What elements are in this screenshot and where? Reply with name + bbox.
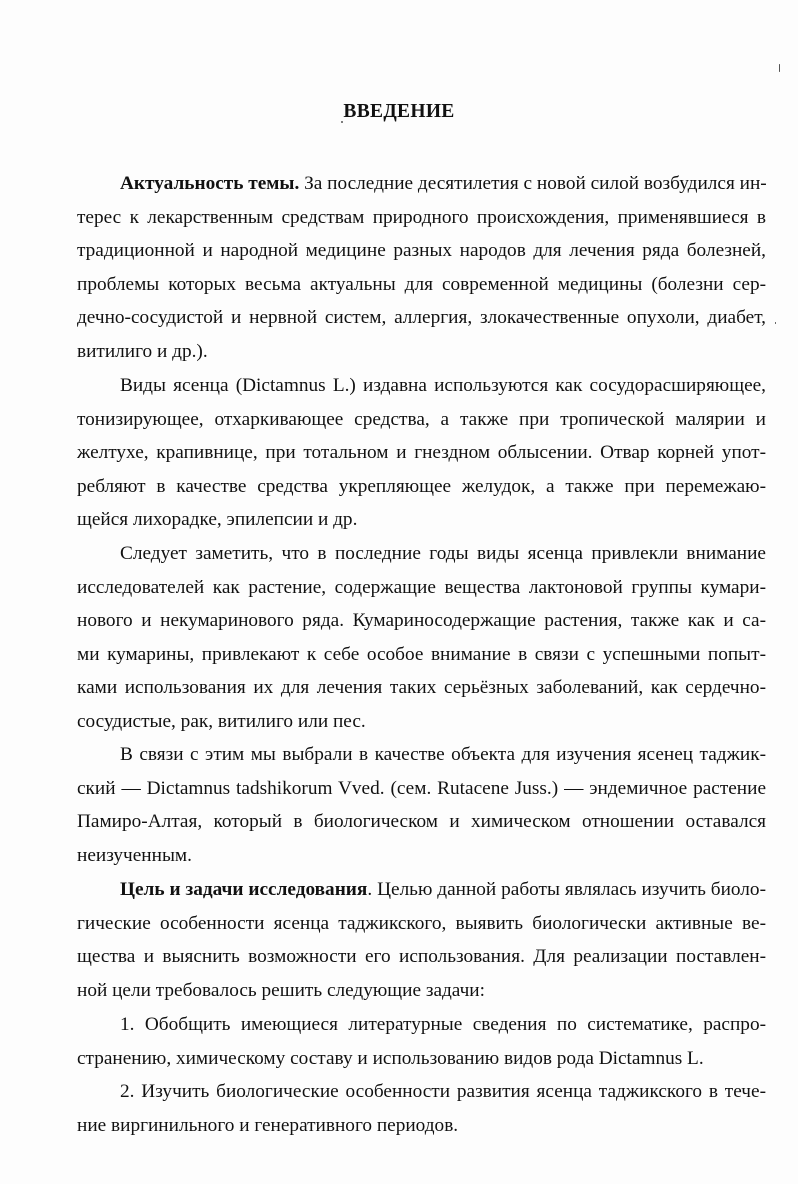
text-line: желтухе, крапивнице, при тотальном и гнездном облысении. Отвар корней упот-	[77, 442, 766, 464]
text-line: Актуальность темы. За последние десятилетия с новой силой возбудился ин-	[120, 173, 767, 194]
text-line: В связи с этим мы выбрали в качестве объекта для изучения ясенец таджик-	[120, 744, 766, 765]
text-line: 1. Обобщить имеющиеся литературные сведения по систематике, распро-	[120, 1014, 766, 1035]
text-line: странению, химическому составу и использованию видов рода Dictamnus L.	[77, 1047, 704, 1069]
paragraph-relevance	[77, 167, 766, 369]
text-line: Цель и задачи исследования. Целью данной работы являлась изучить биоло-	[120, 879, 766, 900]
text-line: Виды ясенца (Dictamnus L.) издавна используются как сосудорасширяющее,	[120, 375, 766, 396]
text-line: ние виргинильного и генеративного периодов.	[77, 1114, 459, 1136]
text-line: проблемы которых весьма актуальны для современной медицины (болезни сер-	[77, 273, 766, 295]
text-line: 2. Изучить биологические особенности развития ясенца таджикского в тече-	[120, 1081, 766, 1102]
text-line: тонизирующее, отхаркивающее средства, а также при тропической малярии и	[77, 408, 766, 430]
text-line: нового и некумаринового ряда. Кумариносодержащие растения, также как и са-	[77, 610, 766, 632]
text-line: традиционной и народной медицине разных народов для лечения ряда болезней,	[77, 240, 766, 262]
scan-speck	[341, 121, 343, 123]
scan-speck	[775, 322, 776, 324]
text-line: ский — Dictamnus tadshikorum Vved. (сем. Rutacene Juss.) — эндемичное растение	[77, 777, 766, 799]
paragraph-goals	[77, 873, 766, 1007]
paragraph-lead: Актуальность темы.	[120, 173, 300, 194]
text-line: щейся лихорадке, эпилепсии и др.	[77, 509, 358, 531]
text-line: Памиро-Алтая, который в биологическом и химическом отношении оставался	[77, 811, 766, 833]
paragraph-research-object	[77, 738, 766, 872]
text-line: витилиго и др.).	[77, 340, 208, 362]
text-line: ками использования их для лечения таких серьёзных заболеваний, как сердечно-	[77, 677, 766, 699]
task-item-2	[77, 1075, 766, 1142]
text-line: щества и выяснить возможности его использования. Для реализации поставлен-	[77, 946, 766, 968]
text-line: ной цели требовалось решить следующие задачи:	[77, 979, 485, 1001]
task-item-1	[77, 1008, 766, 1075]
text-line: дечно-сосудистой и нервной систем, аллергия, злокачественные опухоли, диабет,	[77, 307, 766, 329]
paragraph-coumarins	[77, 537, 766, 739]
paragraph-dictamnus-uses	[77, 369, 766, 537]
text-line: сосудистые, рак, витилиго или пес.	[77, 710, 366, 732]
scan-speck	[779, 64, 780, 72]
paragraph-lead: Цель и задачи исследования	[120, 879, 368, 900]
text-line: гические особенности ясенца таджикского, выявить биологически активные ве-	[77, 912, 766, 934]
page-title: ВВЕДЕНИЕ	[343, 101, 455, 122]
text-line: неизученным.	[77, 844, 192, 866]
text-line: ми кумарины, привлекают к себе особое внимание в связи с успешными попыт-	[77, 643, 766, 665]
text-line: Следует заметить, что в последние годы виды ясенца привлекли внимание	[120, 543, 766, 564]
text-line: исследователей как растение, содержащие вещества лактоновой группы кумари-	[77, 576, 766, 598]
text-line: терес к лекарственным средствам природного происхождения, применявшиеся в	[77, 206, 766, 228]
text-line: ребляют в качестве средства укрепляющее желудок, а также при перемежаю-	[77, 475, 766, 497]
